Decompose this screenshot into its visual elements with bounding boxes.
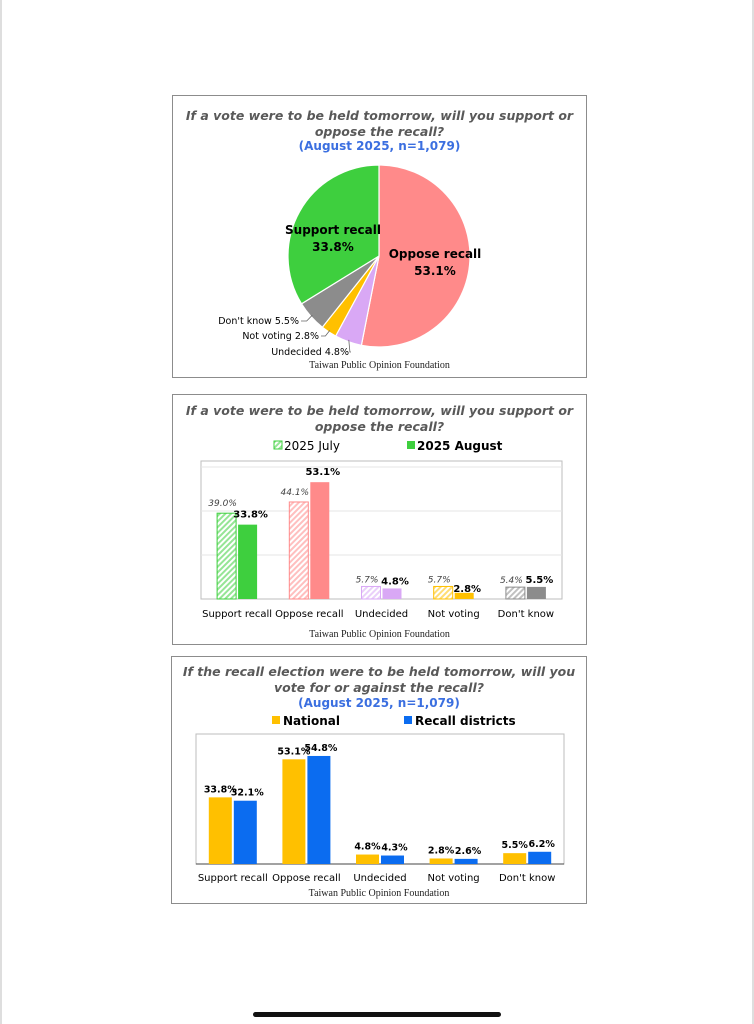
pie-label-not-voting: Not voting	[242, 331, 292, 342]
data-label-2025-august: 5.5%	[525, 574, 554, 586]
pie-label-dont-know: Don't know	[218, 316, 272, 327]
bar-2025-august	[238, 525, 257, 599]
bar-national	[356, 855, 379, 864]
bar-2025-july	[289, 502, 308, 599]
bar-recall-districts	[528, 852, 551, 864]
pie-value-not-voting: 2.8%	[294, 331, 319, 342]
pie-chart-title-line1: If a vote were to be held tomorrow, will you support or	[185, 108, 574, 123]
legend-label-2025-july: 2025 July	[284, 439, 340, 453]
category-label: Support recall	[202, 609, 273, 620]
pie-label-support-recall: Support recall	[285, 223, 381, 237]
bar-national	[282, 759, 305, 864]
data-label-recall-districts: 32.1%	[230, 787, 264, 799]
trend-bar-chart	[173, 395, 586, 644]
trend-chart-title-line1: If a vote were to be held tomorrow, will you support or	[185, 403, 574, 418]
pie-chart	[173, 96, 586, 358]
bar-2025-july	[506, 587, 525, 599]
bar-2025-july	[434, 586, 453, 599]
data-label-2025-august: 2.8%	[453, 583, 482, 595]
trend-chart-source: Taiwan Public Opinion Foundation	[309, 629, 450, 640]
district-chart-subtitle: (August 2025, n=1,079)	[298, 696, 460, 710]
data-label-national: 2.8%	[427, 845, 455, 857]
pie-chart-panel	[172, 95, 587, 378]
bar-recall-districts	[381, 856, 404, 864]
bar-national	[503, 853, 526, 864]
bar-recall-districts	[455, 859, 478, 864]
bar-2025-august	[310, 482, 329, 599]
district-chart-title-line1: If the recall election were to be held tomorrow, will you	[182, 664, 576, 679]
category-label: Undecided	[354, 609, 409, 620]
district-chart-title-line2: vote for or against the recall?	[274, 680, 484, 695]
data-label-2025-august: 33.8%	[233, 509, 268, 521]
pie-value-undecided: 4.8%	[324, 347, 349, 358]
category-label: Support recall	[197, 873, 268, 884]
data-label-2025-july: 5.7%	[427, 575, 451, 586]
data-label-national: 53.1%	[277, 746, 311, 758]
pie-value-support-recall: 33.8%	[312, 240, 354, 254]
legend-label-recall-districts: Recall districts	[415, 714, 516, 728]
pie-chart-subtitle: (August 2025, n=1,079)	[298, 139, 461, 153]
trend-chart-title-line2: oppose the recall?	[314, 419, 445, 434]
data-label-recall-districts: 2.6%	[454, 845, 482, 857]
pie-outside-label-not-voting	[242, 331, 319, 342]
pie-label-oppose-recall: Oppose recall	[388, 247, 482, 261]
left-edge-line	[0, 0, 2, 1024]
category-label: Don't know	[498, 873, 556, 884]
category-label: Not voting	[427, 609, 480, 620]
data-label-2025-july: 5.7%	[355, 575, 379, 586]
home-indicator	[253, 1012, 501, 1017]
legend-swatch-2025-july	[274, 441, 282, 449]
bar-recall-districts	[234, 801, 257, 864]
bar-national	[209, 797, 232, 864]
pie-chart-source: Taiwan Public Opinion Foundation	[309, 360, 450, 371]
data-label-recall-districts: 54.8%	[304, 742, 338, 754]
bar-recall-districts	[307, 756, 330, 864]
data-label-2025-august: 53.1%	[305, 467, 341, 479]
legend-swatch-national	[272, 716, 280, 724]
bar-2025-august	[527, 587, 546, 599]
bar-national	[430, 858, 453, 864]
category-label: Don't know	[497, 609, 555, 620]
category-label: Oppose recall	[275, 609, 344, 620]
bar-2025-august	[383, 588, 402, 599]
category-label: Undecided	[353, 873, 407, 884]
data-label-national: 4.8%	[354, 841, 381, 853]
district-chart-panel	[171, 656, 587, 904]
data-label-2025-july: 44.1%	[280, 487, 310, 498]
bar-2025-july	[217, 513, 236, 599]
pie-outside-label-undecided	[271, 347, 349, 358]
data-label-recall-districts: 6.2%	[528, 838, 555, 850]
bar-2025-july	[362, 586, 381, 599]
legend-swatch-2025-august	[407, 441, 415, 449]
data-label-2025-august: 4.8%	[381, 576, 409, 588]
pie-value-dont-know: 5.5%	[274, 316, 299, 327]
pie-outside-label-dont-know	[218, 316, 299, 327]
pie-value-oppose-recall: 53.1%	[414, 264, 456, 278]
district-bar-chart	[172, 657, 586, 903]
district-chart-source: Taiwan Public Opinion Foundation	[308, 888, 450, 899]
pie-label-undecided: Undecided	[271, 347, 322, 358]
category-label: Oppose recall	[272, 873, 341, 884]
data-label-national: 33.8%	[203, 784, 237, 796]
legend-label-2025-august: 2025 August	[417, 439, 503, 453]
trend-chart-panel	[172, 394, 587, 645]
pie-chart-title-line2: oppose the recall?	[314, 124, 445, 139]
data-label-recall-districts: 4.3%	[381, 842, 408, 854]
legend-swatch-recall-districts	[404, 716, 412, 724]
category-label: Not voting	[427, 873, 480, 884]
data-label-2025-july: 5.4%	[499, 575, 523, 586]
legend-label-national: National	[283, 714, 340, 728]
data-label-national: 5.5%	[501, 840, 528, 852]
data-label-2025-july: 39.0%	[208, 499, 237, 510]
